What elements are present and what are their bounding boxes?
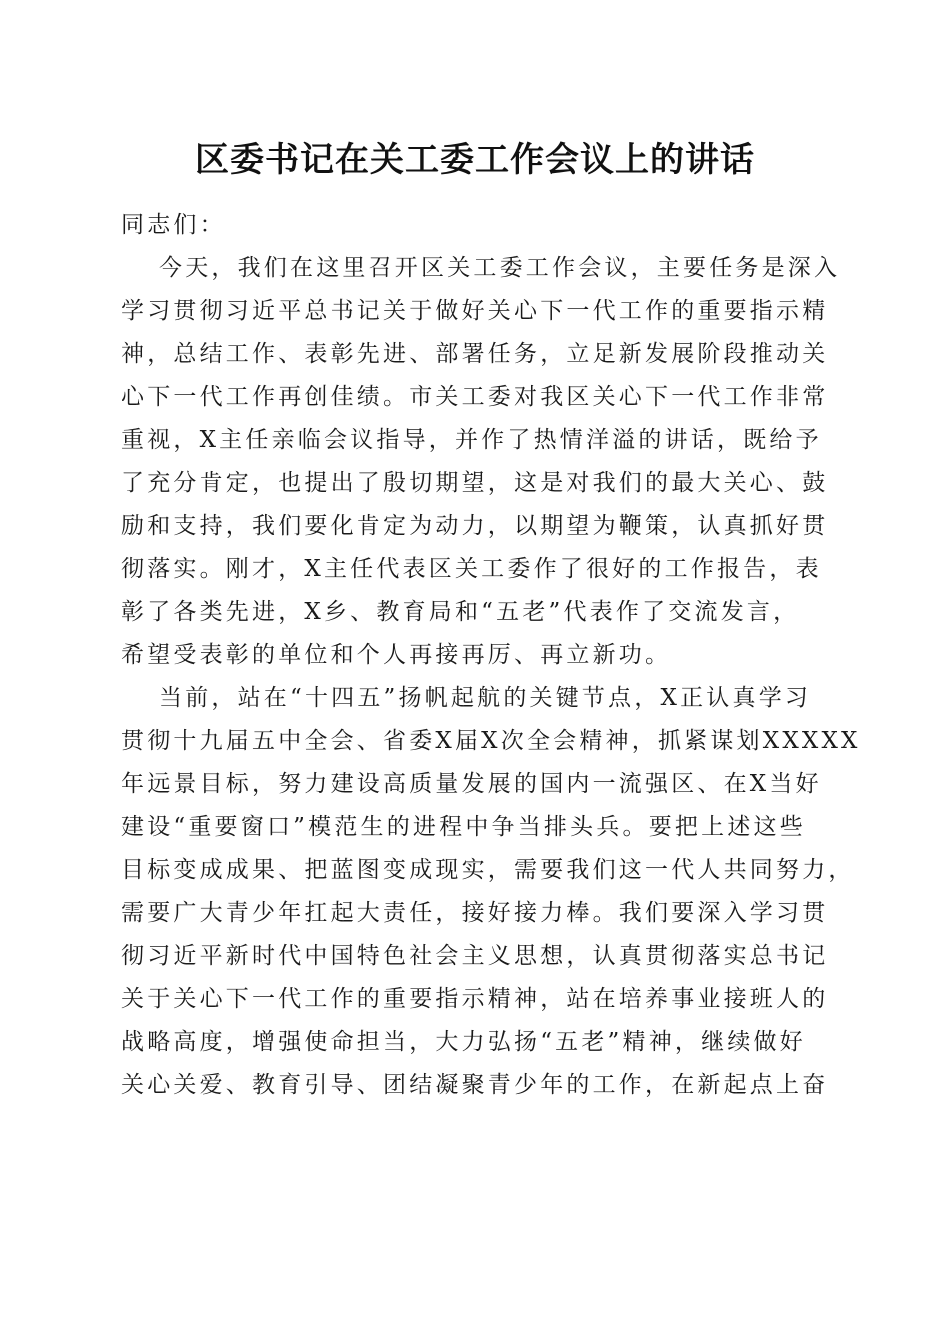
paragraph-line: 建设“重要窗口”模范生的进程中争当排头兵。要把上述这些	[121, 814, 806, 840]
paragraph-line: 神，总结工作、表彰先进、部署任务，立足新发展阶段推动关	[121, 341, 829, 367]
paragraph-line: 当前，站在“十四五”扬帆起航的关键节点，X正认真学习	[159, 685, 812, 711]
document-title: 区委书记在关工委工作会议上的讲话	[195, 140, 755, 180]
paragraph-line: 关于关心下一代工作的重要指示精神，站在培养事业接班人的	[121, 986, 829, 1012]
paragraph-line: 彰了各类先进，X乡、教育局和“五老”代表作了交流发言，	[121, 599, 800, 625]
paragraph-line: 今天，我们在这里召开区关工委工作会议，主要任务是深入	[159, 255, 841, 281]
paragraph-line: 关心关爱、教育引导、团结凝聚青少年的工作，在新起点上奋	[121, 1072, 829, 1098]
paragraph-line: 希望受表彰的单位和个人再接再厉、再立新功。	[121, 642, 672, 668]
paragraph-line: 目标变成成果、把蓝图变成现实，需要我们这一代人共同努力，	[121, 857, 855, 883]
paragraph-line: 年远景目标，努力建设高质量发展的国内一流强区、在X当好	[121, 771, 822, 797]
paragraph-line: 励和支持，我们要化肯定为动力，以期望为鞭策，认真抓好贯	[121, 513, 829, 539]
paragraph-1	[121, 247, 841, 677]
paragraph-line: 需要广大青少年扛起大责任，接好接力棒。我们要深入学习贯	[121, 900, 829, 926]
paragraph-line: 彻落实。刚才，X主任代表区关工委作了很好的工作报告，表	[121, 556, 822, 582]
document-body	[121, 204, 861, 1107]
paragraph-line: 心下一代工作再创佳绩。市关工委对我区关心下一代工作非常	[121, 384, 829, 410]
paragraph-line: 贯彻十九届五中全会、省委X届X次全会精神，抓紧谋划XXXXX	[121, 728, 861, 754]
paragraph-line: 学习贯彻习近平总书记关于做好关心下一代工作的重要指示精	[121, 298, 829, 324]
salutation: 同志们：	[121, 212, 226, 238]
paragraph-line: 重视，X主任亲临会议指导，并作了热情洋溢的讲话，既给予	[121, 427, 822, 453]
paragraph-line: 了充分肯定，也提出了殷切期望，这是对我们的最大关心、鼓	[121, 470, 829, 496]
paragraph-line: 战略高度，增强使命担当，大力弘扬“五老”精神，继续做好	[121, 1029, 806, 1055]
paragraph-line: 彻习近平新时代中国特色社会主义思想，认真贯彻落实总书记	[121, 943, 829, 969]
paragraph-2	[121, 677, 861, 1107]
